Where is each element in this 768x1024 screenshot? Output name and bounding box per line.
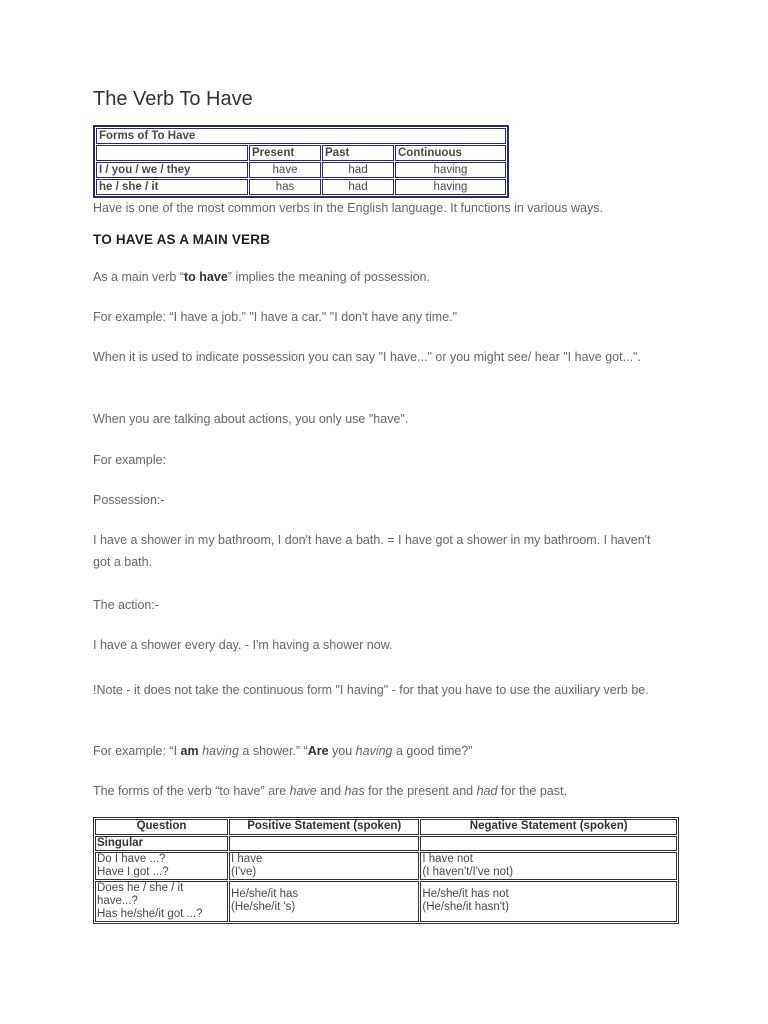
- cell-line: Do I have ...?: [97, 853, 166, 865]
- table-cell: [420, 852, 677, 880]
- section-heading: TO HAVE AS A MAIN VERB: [93, 232, 271, 247]
- paragraph-possession-label: Possession:-: [93, 493, 165, 507]
- table-header-cell: Positive Statement (spoken): [229, 819, 419, 835]
- paragraph-example-continuous: [93, 740, 653, 762]
- table-row: [96, 128, 506, 144]
- text-run: The forms of the verb “to have” are: [93, 784, 290, 798]
- italic-text: having: [202, 744, 239, 758]
- text-run: ” implies the meaning of possession.: [227, 270, 430, 284]
- forms-table: [93, 125, 509, 198]
- cell-line: I have not: [422, 853, 473, 865]
- table-cell: [420, 836, 677, 851]
- table-row: [95, 836, 677, 851]
- text-run: For example: “I: [93, 744, 181, 758]
- text-run: a shower.” “: [238, 744, 308, 758]
- intro-paragraph: Have is one of the most common verbs in the English language. It functions in various ways.: [93, 201, 603, 215]
- table-row: [95, 852, 677, 880]
- bold-text: to have: [184, 270, 228, 284]
- table-header-cell: Continuous: [395, 145, 506, 161]
- text-run: for the past.: [497, 784, 567, 798]
- table-cell: has: [249, 179, 321, 195]
- table-cell: [420, 881, 677, 922]
- table-cell: [95, 852, 228, 880]
- table-cell: [229, 836, 419, 851]
- statements-table: [93, 817, 679, 924]
- table-cell: [229, 881, 419, 922]
- table-row: [95, 881, 677, 922]
- cell-line: (I've): [231, 866, 257, 878]
- table-header-cell: Present: [249, 145, 321, 161]
- text-run: a good time?”: [392, 744, 473, 758]
- table-cell: had: [322, 179, 394, 195]
- cell-line: He/she/it has: [231, 888, 299, 900]
- paragraph-note: !Note - it does not take the continuous form "I having" - for that you have to use the auxiliary verb be.: [93, 683, 649, 697]
- table-cell: he / she / it: [96, 179, 248, 195]
- text-run: and: [316, 784, 345, 798]
- paragraph-example: For example: “I have a job.” "I have a car." "I don't have any time.": [93, 310, 458, 324]
- table-cell: have: [249, 162, 321, 178]
- cell-line: Have I got ...?: [97, 866, 169, 878]
- bold-text: Are: [307, 744, 329, 758]
- table-cell: [229, 852, 419, 880]
- table-header-row: [95, 819, 677, 835]
- text-run: for the present and: [364, 784, 477, 798]
- italic-text: have: [289, 784, 317, 798]
- table-caption: Forms of To Have: [96, 128, 506, 144]
- table-header-cell: Question: [95, 819, 228, 835]
- table-header-row: [96, 145, 506, 161]
- table-header-cell: Past: [322, 145, 394, 161]
- paragraph-forms: [93, 780, 653, 802]
- paragraph-actions: When you are talking about actions, you only use "have".: [93, 412, 409, 426]
- text-run: you: [328, 744, 356, 758]
- table-cell: having: [395, 179, 506, 195]
- table-group-cell: Singular: [95, 836, 228, 851]
- cell-line: I have: [231, 853, 263, 865]
- paragraph-shower-possession: I have a shower in my bathroom, I don't have a bath. = I have got a shower in my bathroom. I haven't got a bath.: [93, 533, 651, 569]
- cell-line: Has he/she/it got ...?: [97, 908, 203, 920]
- italic-text: has: [344, 784, 365, 798]
- cell-line: (He/she/it 's): [231, 901, 296, 913]
- paragraph-action-label: The action:-: [93, 598, 160, 612]
- page-title: The Verb To Have: [93, 88, 253, 110]
- cell-line: (He/she/it hasn't): [422, 901, 509, 913]
- cell-line: Does he / she / it: [97, 882, 184, 894]
- cell-line: (I haven't/I've not): [422, 866, 514, 878]
- table-header-cell: Negative Statement (spoken): [420, 819, 677, 835]
- paragraph-main-verb: [93, 266, 653, 288]
- table-cell: having: [395, 162, 506, 178]
- table-header-cell: [96, 145, 248, 161]
- paragraph-shower-action: I have a shower every day. - I'm having a shower now.: [93, 638, 393, 652]
- text-run: As a main verb “: [93, 270, 185, 284]
- paragraph-possession: When it is used to indicate possession you can say "I have..." or you might see/ hear "I have got...".: [93, 350, 641, 364]
- table-row: [96, 179, 506, 195]
- cell-line: He/she/it has not: [422, 888, 509, 900]
- table-cell: had: [322, 162, 394, 178]
- bold-text: am: [180, 744, 199, 758]
- table-cell: I / you / we / they: [96, 162, 248, 178]
- italic-text: had: [476, 784, 498, 798]
- italic-text: having: [355, 744, 393, 758]
- table-cell: [95, 881, 228, 922]
- table-row: [96, 162, 506, 178]
- paragraph-for-example: For example:: [93, 453, 166, 467]
- cell-line: have...?: [97, 895, 138, 907]
